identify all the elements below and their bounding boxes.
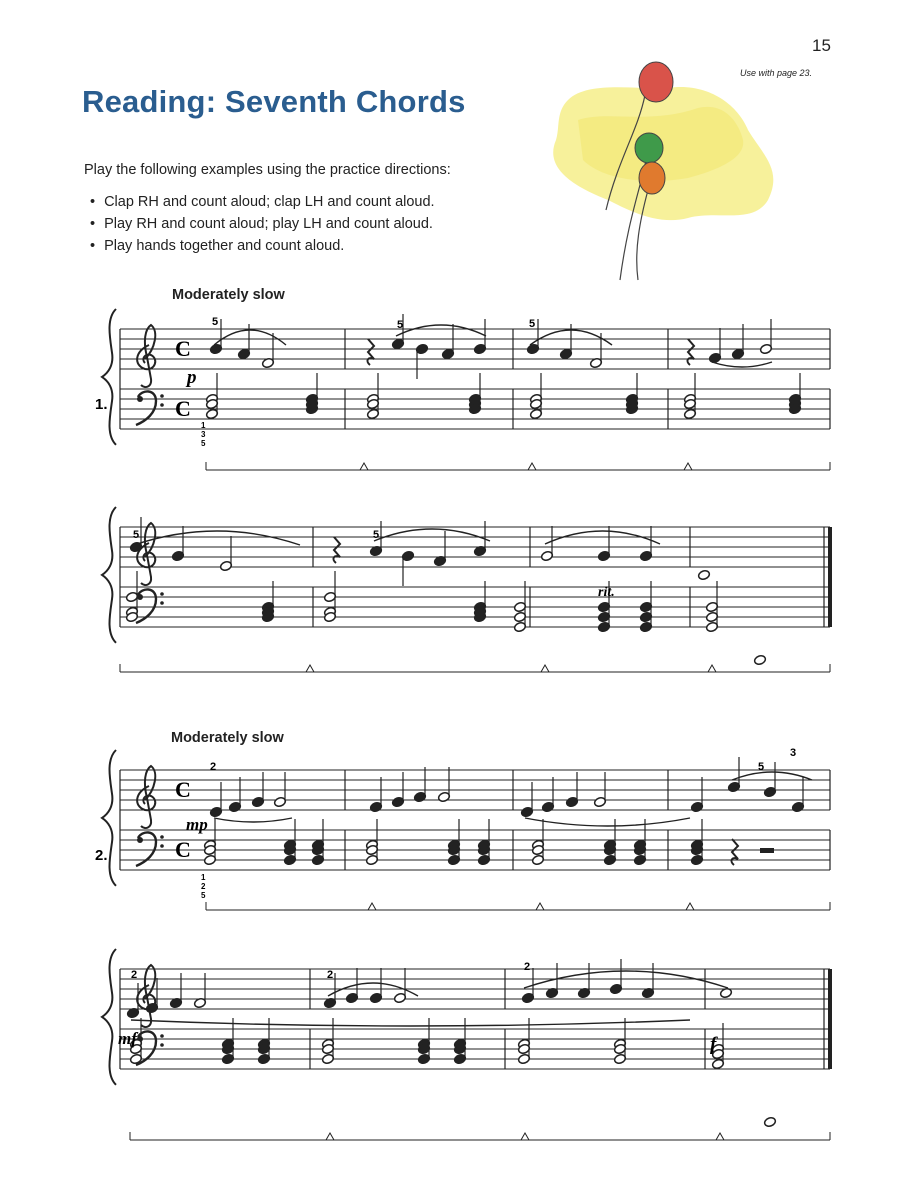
- fingering-number: 5: [133, 529, 140, 541]
- treble-clef: [137, 766, 155, 828]
- bass-clef: [136, 832, 164, 866]
- slur: [214, 818, 292, 822]
- brace: [102, 750, 116, 886]
- count-tick: [368, 903, 376, 910]
- bass-clef: [136, 391, 164, 425]
- time-signature: C: [175, 396, 191, 421]
- slur: [214, 330, 286, 345]
- use-with-note: Use with page 23.: [740, 68, 813, 78]
- half-rest: [760, 848, 774, 853]
- tempo-marking: Moderately slow: [172, 287, 285, 303]
- dynamic-marking: mp: [186, 815, 208, 834]
- count-tick: [360, 463, 368, 470]
- fingering-number: 3: [790, 747, 797, 759]
- brace: [102, 309, 116, 445]
- note-head: [697, 569, 710, 580]
- lh-fingering: 5: [201, 891, 206, 900]
- time-signature: C: [175, 336, 191, 361]
- lh-fingering: 1: [201, 421, 206, 430]
- dynamic-marking: mf: [118, 1029, 137, 1048]
- fingering-number: 2: [210, 761, 217, 773]
- count-tick: [536, 903, 544, 910]
- count-tick: [684, 463, 692, 470]
- brace: [102, 949, 116, 1085]
- expression-marking: rit.: [598, 585, 615, 600]
- count-tick: [686, 903, 694, 910]
- count-tick: [716, 1133, 724, 1140]
- count-tick: [528, 463, 536, 470]
- piece-number: 2.: [95, 847, 108, 864]
- page-title: Reading: Seventh Chords: [82, 84, 466, 119]
- fingering-number: 5: [397, 319, 404, 331]
- slur: [396, 325, 486, 336]
- slur: [732, 772, 812, 780]
- lh-fingering: 3: [201, 430, 206, 439]
- treble-clef: [137, 523, 155, 585]
- quarter-rest: [367, 339, 374, 365]
- slur: [712, 362, 772, 367]
- lh-fingering: 2: [201, 882, 206, 891]
- direction-item: • Play RH and count aloud; play LH and count aloud.: [104, 213, 435, 235]
- time-signature: C: [175, 777, 191, 802]
- count-tick: [708, 665, 716, 672]
- note-head: [763, 1116, 776, 1127]
- dynamic-marking: p: [187, 367, 197, 388]
- quarter-rest: [731, 839, 738, 865]
- piece-number: 1.: [95, 396, 108, 413]
- slur: [134, 531, 300, 545]
- quarter-rest: [687, 339, 694, 365]
- bass-clef: [136, 589, 164, 623]
- dynamic-marking: f: [710, 1034, 717, 1055]
- fingering-number: 5: [212, 316, 219, 328]
- fingering-number: 2: [327, 969, 334, 981]
- direction-item: • Play hands together and count aloud.: [104, 235, 435, 257]
- page-number: 15: [812, 36, 831, 55]
- treble-clef: [137, 965, 155, 1027]
- slur: [131, 1020, 690, 1026]
- slur: [525, 818, 690, 826]
- count-tick: [541, 665, 549, 672]
- treble-clef: [137, 325, 155, 387]
- fingering-number: 5: [529, 318, 536, 330]
- tempo-marking: Moderately slow: [171, 730, 284, 746]
- direction-item: • Clap RH and count aloud; clap LH and count aloud.: [104, 191, 435, 213]
- lh-fingering: 1: [201, 873, 206, 882]
- note-head: [753, 654, 766, 665]
- lh-fingering: 5: [201, 439, 206, 448]
- fingering-number: 2: [131, 969, 138, 981]
- count-tick: [326, 1133, 334, 1140]
- brace: [102, 507, 116, 643]
- count-tick: [306, 665, 314, 672]
- count-tick: [521, 1133, 529, 1140]
- intro-text: Play the following examples using the practice directions:: [84, 162, 451, 178]
- fingering-number: 5: [758, 761, 765, 773]
- fingering-number: 2: [524, 961, 531, 973]
- quarter-rest: [333, 537, 340, 563]
- time-signature: C: [175, 837, 191, 862]
- fingering-number: 5: [373, 529, 380, 541]
- slur: [374, 529, 490, 541]
